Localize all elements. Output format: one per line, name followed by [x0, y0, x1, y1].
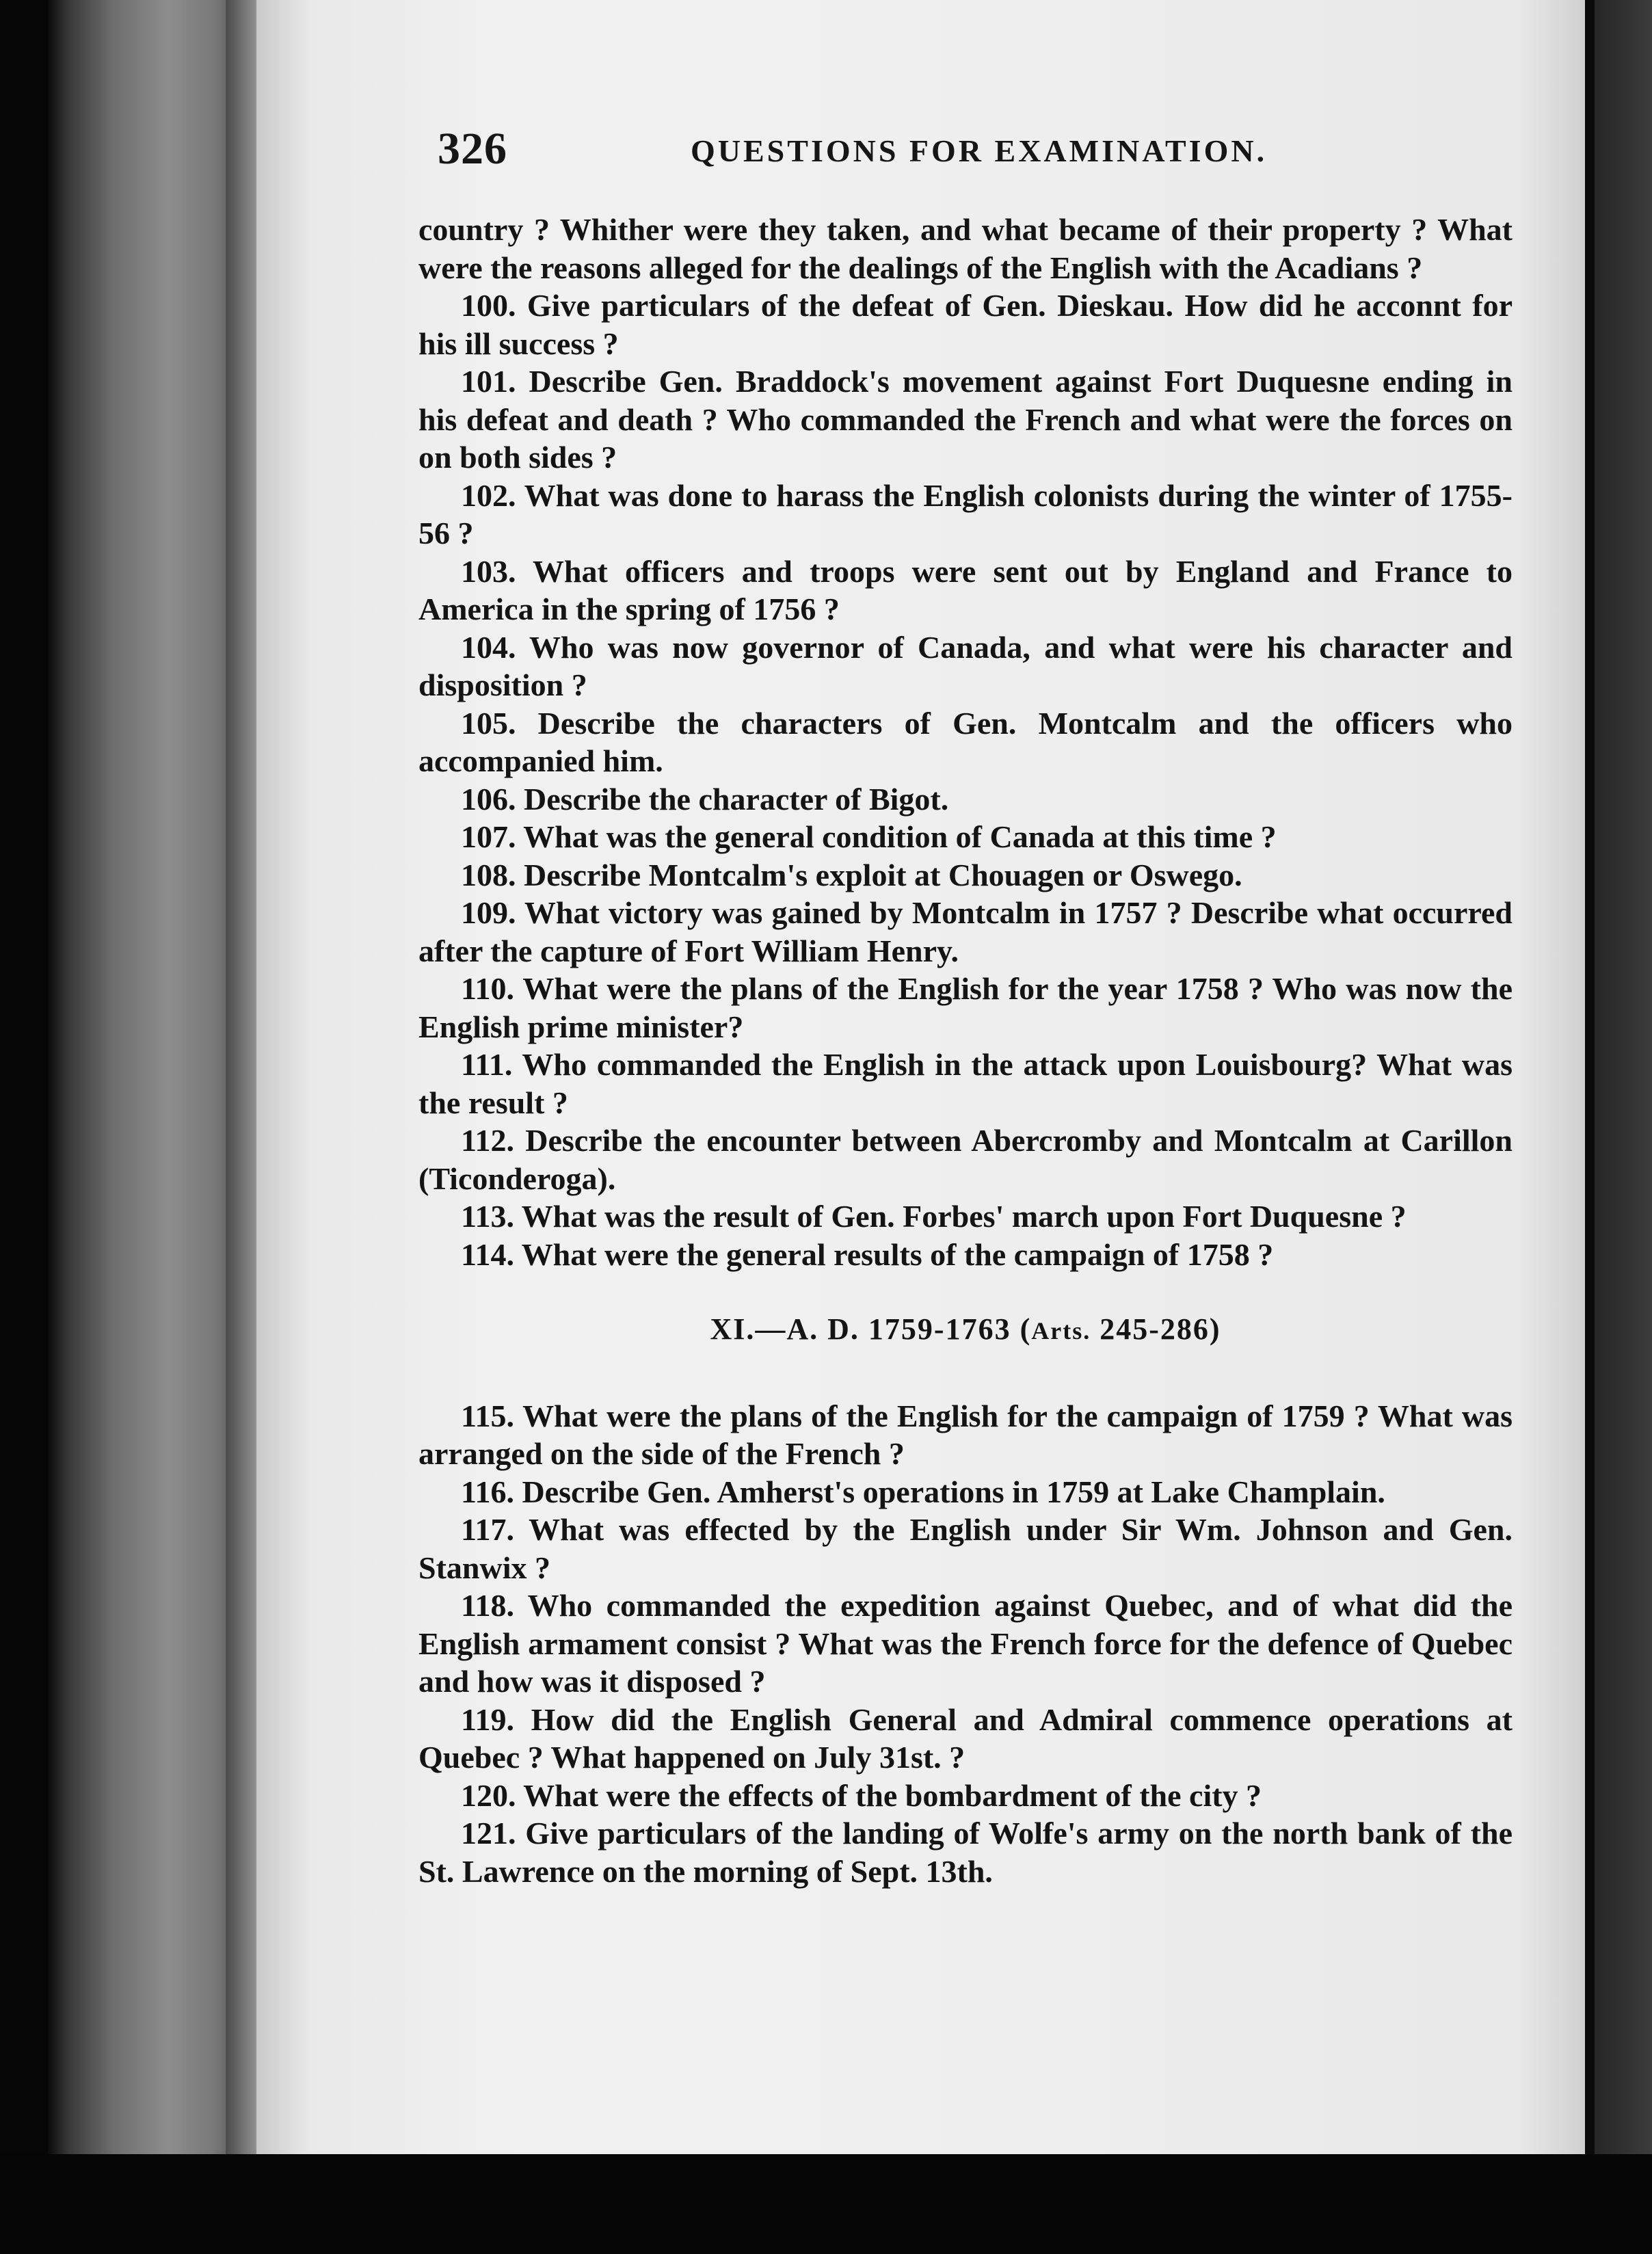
question-106: 106. Describe the character of Bigot.	[461, 781, 949, 817]
section-heading-arts: Arts.	[1031, 1317, 1091, 1344]
page-text	[418, 211, 1513, 1890]
question-101: 101. Describe Gen. Braddock's movement against Fort Duquesne ending in his defeat and death ? Who commanded the French and what were the forces on on both sides ?	[418, 364, 1513, 475]
question-109: 109. What victory was gained by Montcalm in 1757 ? Describe what occurred after the capture of Fort William Henry.	[418, 895, 1513, 968]
page-number: 326	[438, 124, 507, 174]
question-102: 102. What was done to harass the English colonists during the winter of 1755-56 ?	[418, 477, 1513, 551]
question-103: 103. What officers and troops were sent out by England and France to America in the spring of 1756 ?	[418, 553, 1513, 626]
question-105: 105. Describe the characters of Gen. Montcalm and the officers who accompanied him.	[418, 705, 1513, 778]
question-108: 108. Describe Montcalm's exploit at Chouagen or Oswego.	[461, 857, 1242, 892]
section-heading-suffix: 245-286)	[1091, 1312, 1221, 1346]
question-111: 111. Who commanded the English in the attack upon Louisbourg? What was the result ?	[418, 1047, 1513, 1120]
question-110: 110. What were the plans of the English for the year 1758 ? Who was now the English prime minister?	[418, 971, 1513, 1044]
facing-page-edge	[1595, 0, 1652, 2209]
question-116: 116. Describe Gen. Amherst's operations in 1759 at Lake Champlain.	[461, 1474, 1385, 1509]
question-100: 100. Give particulars of the defeat of Gen. Dieskau. How did he acconnt for his ill success ?	[418, 288, 1513, 361]
question-117: 117. What was effected by the English under Sir Wm. Johnson and Gen. Stanwix ?	[418, 1512, 1513, 1585]
section-heading-prefix: XI.—A. D. 1759-1763 (	[710, 1312, 1032, 1346]
question-107: 107. What was the general condition of Canada at this time ?	[461, 819, 1277, 854]
question-104: 104. Who was now governor of Canada, and what were his character and disposition ?	[418, 629, 1513, 702]
question-115: 115. What were the plans of the English for the campaign of 1759 ? What was arranged on the side of the French ?	[418, 1398, 1513, 1471]
question-119: 119. How did the English General and Admiral commence operations at Quebec ? What happened on July 31st. ?	[418, 1701, 1513, 1775]
question-113: 113. What was the result of Gen. Forbes' march upon Fort Duquesne ?	[461, 1199, 1407, 1234]
question-118: 118. Who commanded the expedition against Quebec, and of what did the English armament consist ? What was the French force for the defence of Quebec and how was it disposed ?	[418, 1588, 1513, 1699]
scan-bottom-border	[0, 2154, 1652, 2254]
question-112: 112. Describe the encounter between Abercromby and Montcalm at Carillon (Ticonderoga).	[418, 1123, 1513, 1196]
question-114: 114. What were the general results of the campaign of 1758 ?	[461, 1236, 1274, 1272]
question-120: 120. What were the effects of the bombardment of the city ?	[461, 1777, 1262, 1813]
question-121: 121. Give particulars of the landing of Wolfe's army on the north bank of the St. Lawrence on the morning of Sept. 13th.	[418, 1816, 1513, 1889]
page-right-border	[1585, 0, 1595, 2175]
page-title: QUESTIONS FOR EXAMINATION.	[691, 133, 1268, 168]
paragraph-continued: country ? Whither were they taken, and what became of their property ? What were the reasons alleged for the dealings of the English with the Acadians ?	[418, 212, 1513, 285]
section-heading	[418, 1310, 1513, 1351]
running-head	[438, 123, 1511, 185]
